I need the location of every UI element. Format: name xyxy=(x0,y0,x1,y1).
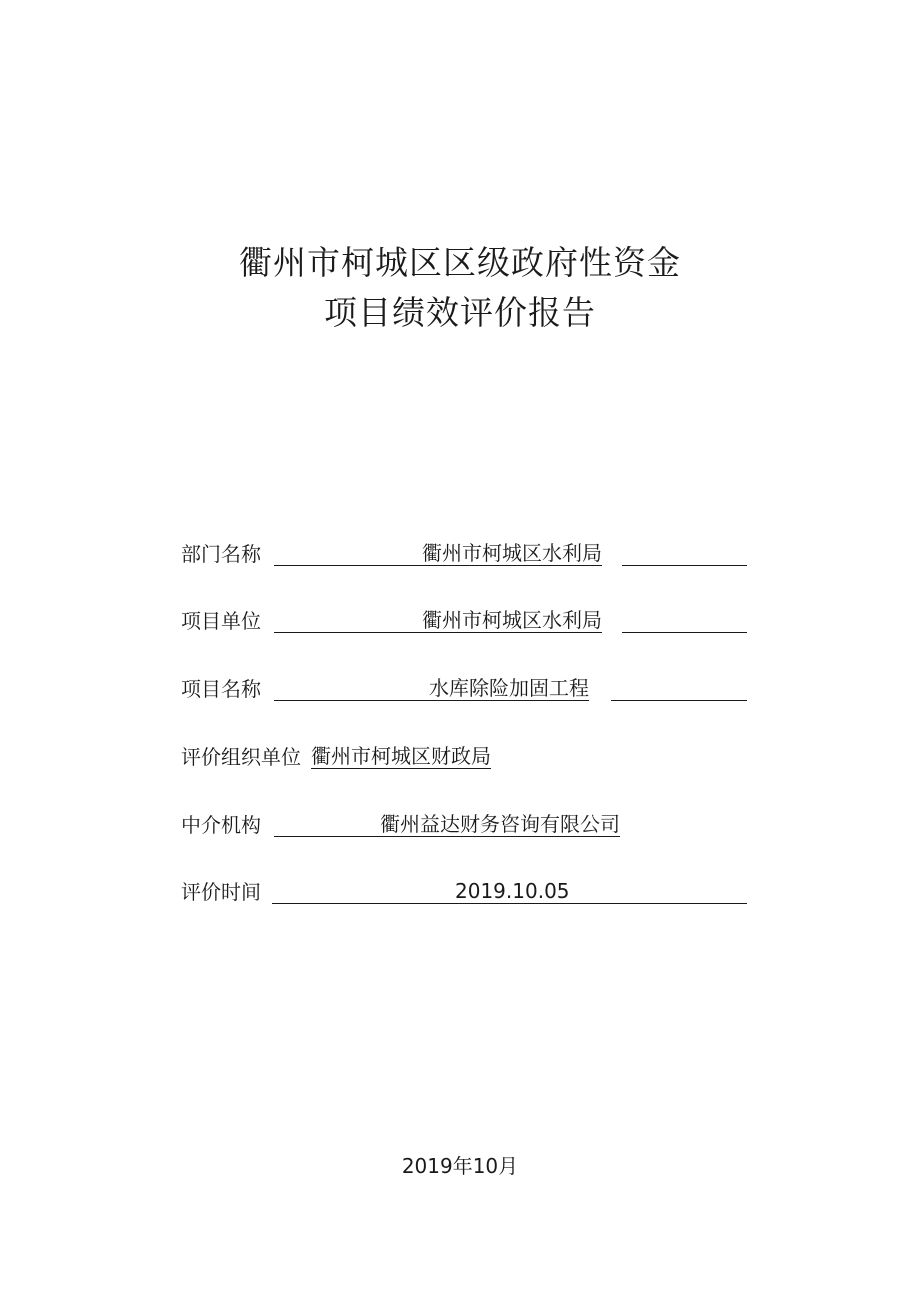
project-name-underline-right xyxy=(611,700,747,701)
intermediary-value: 衢州益达财务咨询有限公司 xyxy=(380,812,620,836)
project-unit-underline-right xyxy=(622,632,747,633)
project-unit-value: 衢州市柯城区水利局 xyxy=(422,608,602,632)
intermediary-underline-left xyxy=(274,836,380,837)
project-name-label: 项目名称 xyxy=(181,677,261,701)
evaluation-time-underline-right xyxy=(557,903,747,904)
field-row-evaluation-organizer xyxy=(181,744,511,770)
evaluation-time-underline-left xyxy=(272,903,455,904)
field-row-evaluation-time xyxy=(181,879,747,905)
department-underline-left xyxy=(274,565,422,566)
evaluation-time-value: 2019.10.05 xyxy=(455,879,570,903)
field-row-project-unit xyxy=(181,608,747,634)
project-unit-label: 项目单位 xyxy=(181,609,261,633)
evaluation-organizer-label: 评价组织单位 xyxy=(181,745,301,769)
report-date: 2019年10月 xyxy=(401,1154,519,1178)
project-name-value: 水库除险加固工程 xyxy=(429,676,589,700)
field-row-department xyxy=(181,541,747,567)
department-value: 衢州市柯城区水利局 xyxy=(422,541,602,565)
evaluation-organizer-value: 衢州市柯城区财政局 xyxy=(311,744,491,768)
department-underline-right xyxy=(622,565,747,566)
evaluation-time-label: 评价时间 xyxy=(181,880,261,904)
project-name-underline-left xyxy=(274,700,429,701)
department-label: 部门名称 xyxy=(181,542,261,566)
intermediary-label: 中介机构 xyxy=(181,813,261,837)
project-unit-underline-left xyxy=(274,632,422,633)
field-row-project-name xyxy=(181,676,747,702)
field-row-intermediary xyxy=(181,812,641,838)
report-title-line-2: 项目绩效评价报告 xyxy=(324,293,596,332)
report-title-line-1: 衢州市柯城区区级政府性资金 xyxy=(239,243,681,282)
